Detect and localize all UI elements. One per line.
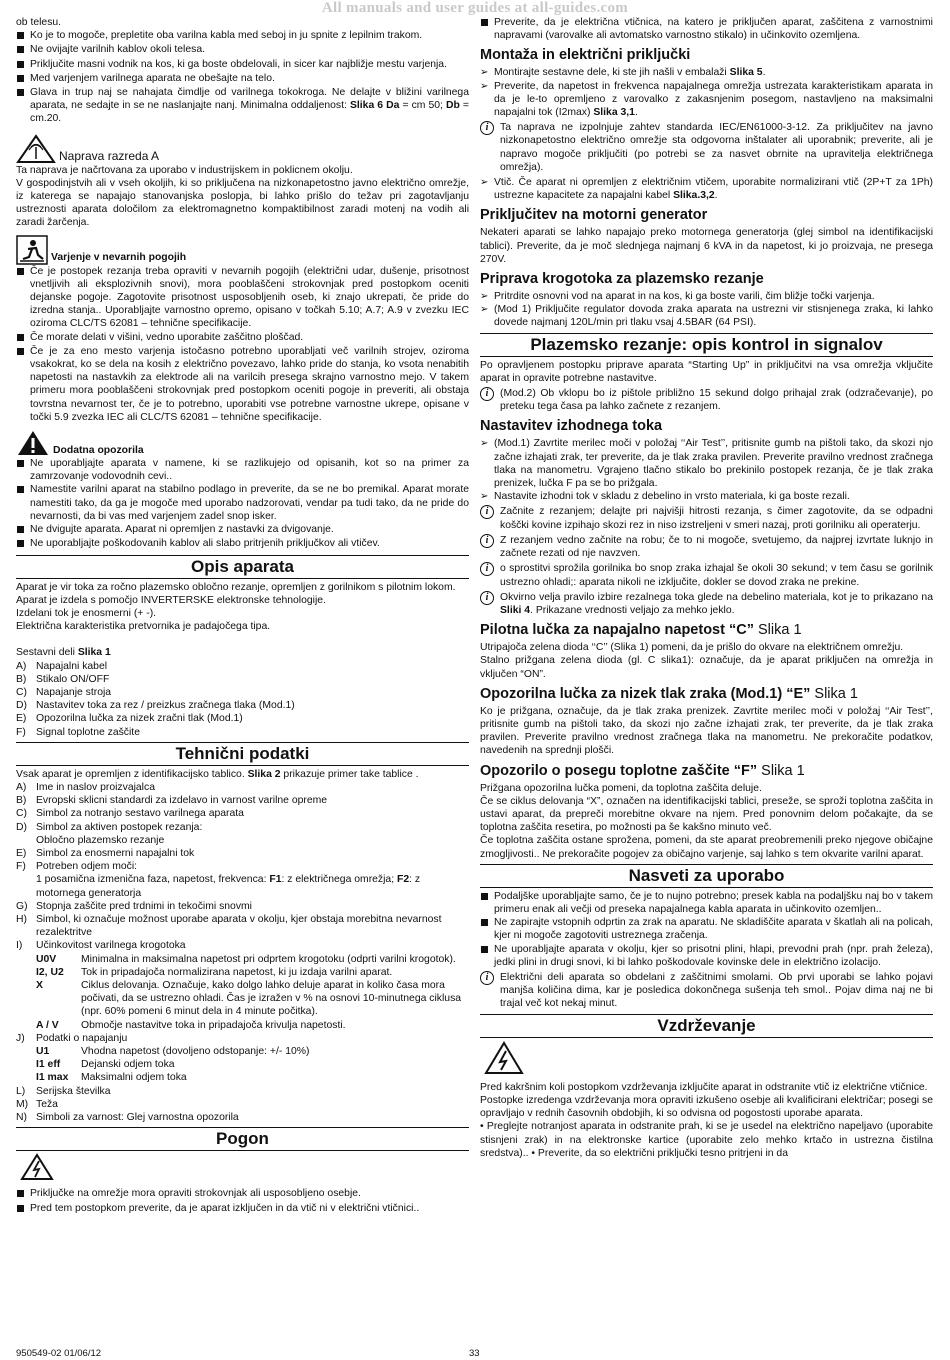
square-bullet-icon [16, 29, 30, 43]
extra-title: Dodatna opozorila [53, 444, 144, 456]
list-item: F) Signal toplotne zaščite [16, 726, 140, 738]
info-note: i (Mod.2) Ob vklopu bo iz pištole približno 15 sekund dolgo prihajal zrak (odzračevanje), po preteku tega časa pa lahko začnete z rezanjem. [480, 387, 933, 413]
list-item: E) Opozorilna lučka za nizek zračni tlak (Mod.1) [16, 713, 243, 725]
pogon-heading: Pogon [16, 1127, 469, 1151]
tech-list [16, 1085, 469, 1125]
plaz-text: Po opravljenem postopku priprave aparata “Starting Up” in priključitvi na vsa omrežja vključite aparat in opravite potrebne nastavitve. [480, 359, 933, 384]
tech-heading: Tehnični podatki [16, 742, 469, 766]
info-note: i Začnite z rezanjem; delajte pri najvišji hitrosti rezanja, s čimer zagotovite, da se odpadni koščki kovine izpihajo skozi rez in niso izstreljeni v smeri nazaj, proti gorilniku ali operaterju. [480, 505, 933, 531]
vzd-text: Pred kakršnim koli postopkom vzdrževanja izključite aparat in odstranite vtič iz električne vtičnice. [480, 1081, 928, 1093]
op-text: Ko je prižgana, označuje, da je tlak zraka prenizek. Zavrtite merilec moči v položaj ‘‘Air Test’’, pritisnite gumb na pištoli tako, da skozi njo začne izhajati zrak, ter preverite, da je tlak zraka pravilen. Preverite pravilno vrednost zračnega tlaka na manometru. Ne prekoračite podatkov, navedenih na sprednji plošči. [480, 705, 933, 757]
list-item: U0V Minimalna in maksimalna napetost pri odprtem krogotoku (odprti varilni krogotok). [36, 953, 456, 965]
list-item: I2, U2 Tok in pripadajoča normalizirana napetost, ki ju izdaja varilni aparat. [36, 966, 393, 978]
emc-antenna-icon [16, 134, 56, 164]
montaza-heading: Montaža in električni priključki [480, 47, 691, 64]
left-column [16, 16, 469, 1216]
list-item: I1 max Maksimalni odjem toka [36, 1072, 187, 1084]
arrow-bullet-icon: ➢ [480, 67, 489, 79]
top-text: Če se ciklus delovanja “X”, označen na identifikacijski tablici, preseže, se sproži toplotna zaščita in ustavi aparat, da prepreči morebitne okvare na njem. Pred ponovnim delom počakajte, da se toplotna zaščita resetira, po možnosti pa še kakšno minuto več. [480, 795, 933, 834]
square-bullet-icon [480, 16, 494, 42]
square-bullet-icon [480, 943, 494, 969]
electric-shock-icon [20, 1153, 54, 1181]
list-item: D) Simbol za aktiven postopek rezanja: [16, 821, 203, 833]
list-item: Ne ovijajte varilnih kablov okoli telesa. [16, 43, 469, 57]
tech-list [16, 900, 469, 953]
vzd-text: Postopke izredenga vzdrževanja mora opraviti izkušeno osebje ali kvalificirani električar; posegi se opravljajo v rednih časovnih obdobjih, ki so odvisna od pogostosti uporabe aparata. [480, 1094, 933, 1120]
square-bullet-icon [16, 265, 30, 331]
list-item: Preverite, da je električna vtičnica, na katero je priključen aparat, zaščitena z varnostnimi napravami (varovalke ali avtomatsko varnostno stikalo) in učinkovito ozemljena. [480, 16, 933, 42]
class-a-text: Ta naprava je načrtovana za uporabo v industrijskem in poklicnem okolju. [16, 164, 353, 176]
list-item: F) Potreben odjem moči: [16, 861, 138, 873]
warning-triangle-icon [16, 429, 50, 457]
arrow-bullet-icon: ➢ [480, 304, 489, 316]
list-item: I1 eff Dejanski odjem toka [36, 1059, 175, 1071]
class-a-text: V gospodinjstvih ali v vseh okoljih, ki so priključena na nizkonapetostno javno električno omrežje, iz katerega se napajajo stanovanjska poslopja, bi lahko prišlo do težav pri zagotavljanju ustreznosti aparata določilom za elektromagnetno kompaktibilnost zaradi motenj na vodih ali zaradi žarčenja. [16, 177, 469, 229]
plaz-heading: Plazemsko rezanje: opis kontrol in signalov [480, 333, 933, 357]
list-item: ➢ Nastavite izhodni tok v skladu z debelino in vrsto materiala, ki ga boste rezali. [480, 491, 850, 503]
document-code: 950549-02 01/06/12 [16, 1348, 102, 1359]
tech-item-f1: 1 posamična izmenična faza, napetost, frekvenca: F1: z električnega omrežja; F2: z motornega generatorja [36, 874, 421, 899]
list-item: I) Učinkovitost varilnega krogotoka [16, 940, 186, 952]
info-icon: i [480, 562, 494, 576]
info-note: i o sprostitvi sprožila gorilnika bo snop zraka izhajal še okoli 30 sekund; v tem času se gorilnik ustrezno ohladi;: aparata nikoli ne izključite, dokler se dovod zraka ne prekine. [480, 562, 933, 588]
info-icon: i [480, 971, 494, 985]
square-bullet-icon [16, 1202, 30, 1216]
list-item: Glava in trup naj se nahajata čimdlje od varilnega tokokroga. Ne delajte v bližini varilnega aparata, ne sedajte in se ne naslanjajte nanj. Minimalna oddaljenost: Slika 6 Da = cm 50; Db = cm.20. [16, 86, 469, 126]
list-item: Ne zapirajte vstopnih odprtin za zrak na aparatu. Ne skladiščite aparata v škatlah ali na policah, kjer ni mogoče zagotoviti ustreznega zračenja. [480, 916, 933, 942]
vzd-icon-wrap [484, 1041, 933, 1079]
list-item: Namestite varilni aparat na stabilno podlago in preverite, da se ne bo premikal. Aparat morate namestiti tako, da ga je mogoče med uporabo nadzorovati, vendar pa tudi tako, da ne pride do nevarnosti, da bi vas med varjenjem zadel snop isker. [16, 483, 469, 523]
square-bullet-icon [16, 86, 30, 126]
list-item: X Ciklus delovanja. Označuje, kako dolgo lahko deluje aparat in koliko časa mora počivati, da se ustrezno ohladi. Čas je izražen v % na osnovi 10-minutnega ciklusa (npr. 60% pomeni 6 minut dela in 4 minute počitka). [36, 979, 462, 1018]
arrow-bullet-icon: ➢ [480, 291, 489, 303]
list-item: ➢ Preverite, da napetost in frekvenca napajalnega omrežja ustrezata karakteristikam aparata in da je le-to opremljeno z varovalko z zakasnjenim posegom, nastavljeno na maksimalni napajalni tok (I2max) Slika 3,1. [480, 80, 933, 119]
list-item: A / V Območje nastavitve toka in pripadajoča krivulja napetosti. [36, 1019, 346, 1031]
arrow-bullet-icon: ➢ [480, 177, 489, 189]
pil-heading: Pilotna lučka za napajalno napetost “C” Slika 1 [480, 622, 802, 639]
nasv-heading: Nasveti za uporabo [480, 864, 933, 888]
op-heading: Opozorilna lučka za nizek tlak zraka (Mod.1) “E” Slika 1 [480, 685, 858, 702]
top-heading: Opozorilo o posegu toplotne zaščite “F” Slika 1 [480, 762, 805, 779]
pogon-icon-wrap [20, 1153, 469, 1185]
list-item: L) Serijska številka [16, 1085, 111, 1097]
square-bullet-icon [16, 72, 30, 86]
pil-text: Stalno prižgana zelena dioda (gl. C slika1): označuje, da je aparat priključen na omrežja in vključen “ON”. [480, 655, 933, 680]
opis-heading: Opis aparata [16, 555, 469, 579]
list-item: C) Simbol za notranjo sestavo varilnega aparata [16, 808, 244, 820]
tech-intro: Vsak aparat je opremljen z identifikacijsko tablico. Slika 2 prikazuje primer take tablice . [16, 768, 419, 780]
electric-shock-icon [484, 1041, 524, 1075]
list-item: Priključke na omrežje mora opraviti strokovnjak ali usposobljeno osebje. [16, 1187, 469, 1201]
list-item: E) Simbol za enosmerni napajalni tok [16, 847, 195, 859]
list-item: Priključite masni vodnik na kos, ki ga boste obdelovali, in sicer kar najbližje mestu varjenja. [16, 58, 469, 72]
square-bullet-icon [480, 916, 494, 942]
list-item: A) Napajalni kabel [16, 660, 108, 672]
square-bullet-icon [16, 43, 30, 57]
square-bullet-icon [16, 331, 30, 345]
list-item: Če je postopek rezanja treba opraviti v nevarnih pogojih (električni udar, dušenje, prisotnost vnetljivih ali eksplozivnih snovi), mora pooblaščeni strokovnjak pred postopkom oceniti dejanske pogoje. Zagotovite prisotnost usposobljenih oseb, ki znajo ukrepati, če pride do izredna stanja.. Uporabljajte varnostno opremo, opisano v točkah 5.10; A.7; A.9 v zvezku IEC oziroma CLC/TS 62081 – tehnične specifikacije. [16, 265, 469, 331]
info-icon: i [480, 121, 494, 135]
arrow-bullet-icon: ➢ [480, 80, 489, 92]
nast-heading: Nastavitev izhodnega toka [480, 418, 663, 435]
list-item: Med varjenjem varilnega aparata ne obešajte na telo. [16, 72, 469, 86]
list-item: Ne uporabljajte aparata v okolju, kjer so prisotni plini, hlapi, prevodni prah (npr. prah železa), jedki plini in drugi snovi, ki bi lahko poškodovale kovinske dele in električno izolacijo. [480, 943, 933, 969]
list-item: B) Evropski sklicni standardi za izdelavo in varnost varilne opreme [16, 795, 328, 807]
tech-sublist [16, 1045, 469, 1085]
right-column [480, 16, 933, 1160]
list-item: J) Podatki o napajanju [16, 1032, 128, 1044]
list-item: Ne dvigujte aparata. Aparat ni opremljen z nastavki za dvigovanje. [16, 523, 469, 537]
square-bullet-icon [16, 58, 30, 72]
list-item: N) Simboli za varnost: Glej varnostna opozorila [16, 1112, 239, 1124]
parts-list [16, 660, 469, 739]
vzd-text: • Preglejte notranjost aparata in odstranite prah, ki se je usedel na električno napeljavo (uporabite stisnjeni zrak) in na elektronske kartice (uporabite zelo mehko krtačo in ustrezna čistilna sredstva).. • Preverite, da so električni priključki tesno pritrjeni in da [480, 1121, 933, 1159]
list-item: Ko je to mogoče, prepletite oba varilna kabla med seboj in ju spnite z lepilnim trakom. [16, 29, 469, 43]
square-bullet-icon [16, 457, 30, 483]
list-item: U1 Vhodna napetost (dovoljeno odstopanje: +/- 10%) [36, 1046, 310, 1057]
list-item: Če morate delati v višini, vedno uporabite zaščitno ploščad. [16, 331, 469, 345]
pil-text: Utripajoča zelena dioda ‘‘C’’ (Slika 1) pomeni, da je prišlo do okvare na električnem omrežju. [480, 642, 904, 654]
gen-text: Nekateri aparati se lahko napajajo preko motornega generatorja (glej simbol na identifikacijski tablici). Preverite, da je moč slednjega najmanj 6 kVA in da napetost, ki jo proizvaja, ne presega 270V. [480, 227, 933, 265]
gen-heading: Priključitev na motorni generator [480, 207, 708, 224]
list-item: H) Simbol, ki označuje možnost uporabe aparata v okolju, kjer obstaja morebitna nevarnost rezalektritve [16, 913, 442, 939]
hazard-title: Varjenje v nevarnih pogojih [51, 252, 187, 264]
opis-text: Izdelani tok je enosmerni (+ -). [16, 607, 157, 619]
list-item: A) Ime in naslov proizvajalca [16, 781, 155, 793]
list-item: Pred tem postopkom preverite, da je aparat izključen in da vtič ni v električni vtičnici.. [16, 1202, 469, 1216]
list-item: C) Napajanje stroja [16, 686, 112, 698]
list-item: ➢ Montirajte sestavne dele, ki ste jih našli v embalaži Slika 5. [480, 67, 766, 79]
arrow-bullet-icon: ➢ [480, 491, 489, 503]
intro-line: ob telesu. [16, 17, 62, 28]
opis-text: Električna karakteristika pretvornika je padajočega tipa. [16, 621, 271, 633]
list-item: D) Nastavitev toka za rez / preizkus zračnega tlaka (Mod.1) [16, 700, 295, 712]
vzd-heading: Vzdrževanje [480, 1014, 933, 1038]
hazard-worker-icon [16, 235, 48, 265]
info-icon: i [480, 534, 494, 548]
list-item: ➢ Pritrdite osnovni vod na aparat in na kos, ki ga boste varili, čim bližje točki varjenja. [480, 291, 875, 303]
square-bullet-icon [16, 523, 30, 537]
arrow-bullet-icon: ➢ [480, 438, 489, 450]
info-icon: i [480, 387, 494, 401]
square-bullet-icon [16, 1187, 30, 1201]
info-icon: i [480, 505, 494, 519]
page-number: 33 [469, 1348, 480, 1359]
class-a-title: Naprava razreda A [59, 149, 160, 164]
info-note: i Ta naprava ne izpolnjuje zahtev standarda IEC/EN61000-3-12. Za priključitev na javno nizkonapetostno električno omrežje sta odgovorna inštalater ali uporabnik; preverite, ali je napravo mogoče priključiti (po potrebi se za nasvet obrnite na upravitelja električnega omrežja). [480, 121, 933, 174]
list-item: Ne uporabljajte poškodovanih kablov ali slabo pritrjenih priključkov ali vtičev. [16, 537, 469, 551]
top-text: Če toplotna zaščita ostane sprožena, pomeni, da ste aparat preobremenili preko njegove običajne zmogljivosti.. Ne prekoračite pogojev za običajno varjenje, saj lahko s tem okvarite varilni aparat. [480, 835, 933, 860]
info-note: i Električni deli aparata so obdelani z zaščitnimi smolami. Ob prvi uporabi se lahko pojavi manjša količina dima, kar je posledica dokončnega sušenja teh smol.. Pojav dima naj ne bi trajal več kot nekaj minut. [480, 971, 933, 1011]
square-bullet-icon [480, 890, 494, 916]
info-note: i Okvirno velja pravilo izbire rezalnega toka glede na debelino materiala, kot je to prikazano na Sliki 4. Prikazane vrednosti veljajo za mehko jeklo. [480, 591, 933, 617]
info-icon: i [480, 591, 494, 605]
watermark: All manuals and user guides at all-guides.com [321, 0, 629, 16]
list-item: Če je za eno mesto varjenja istočasno potrebno uporabljati več varilnih strojev, oziroma vsakokrat, ko se dela na kosih z električno povezavo, lahko pride do stanja, ko vsota nenabitih napetosti na nastavkih za elektrode ali na varilcih presega skrajno varnostno mejo. V takem primeru mora pooblaščeni strokovnjak pred postopkom oceniti pogoje in preveriti, ali obstaja tovrstna nevarnost ter, če je to potrebno, uporabiti vse potrebne varnostne ukrepe, opisane v točki 5.9 zvezka IEC ali CLC/TS 62081 – tehnične specifikacije. [16, 345, 469, 424]
tech-list [16, 847, 469, 873]
square-bullet-icon [16, 345, 30, 424]
tech-item-d2: Obločno plazemsko rezanje [36, 834, 165, 846]
extra-heading [16, 429, 469, 457]
hazard-heading [16, 235, 469, 265]
parts-intro: Sestavni deli Slika 1 [16, 647, 111, 659]
top-text: Prižgana opozorilna lučka pomeni, da toplotna zaščita deluje. [480, 782, 762, 794]
class-a-heading [16, 134, 469, 164]
tech-list [16, 781, 469, 834]
prip-heading: Priprava krogotoka za plazemsko rezanje [480, 271, 764, 288]
list-item: Podaljške uporabljajte samo, če je to nujno potrebno; presek kabla na podaljšku naj bo v takem primeru enak ali večji od preseka napajalnega kabla aparata in učinkovito ozemljen.. [480, 890, 933, 916]
list-item: G) Stopnja zaščite pred trdnimi in tekočimi snovmi [16, 900, 252, 912]
list-item: ➢ (Mod.1) Zavrtite merilec moči v položaj ‘‘Air Test’’, pritisnite gumb na pištoli tako, da skozi njo začne izhajati zrak, ter preverite, da je tlak zraka pravilen. Preverite pravilno vrednost zračnega tlaka na manometru. Vgrajeno tlačno stikalo bo prekinilo postopek rezanja, če je tlak zraka prenizek, lučka F pa se bo prižgala. [480, 438, 933, 490]
list-item: Ne uporabljajte aparata v namene, ki se razlikujejo od opisanih, kot so na primer za zamrzovanje vodovodnih cevi.. [16, 457, 469, 483]
list-item: M) Teža [16, 1098, 58, 1110]
list-item: ➢ Vtič. Če aparat ni opremljen z električnim vtičem, uporabite normalizirani vtič (2P+T za 1Ph) ustrezne kapacitete za napajalni kabel Slika.3,2. [480, 177, 933, 202]
tech-sublist [16, 953, 469, 1032]
info-note: i Z rezanjem vedno začnite na robu; če to ni mogoče, svetujemo, da najprej izvrtate luknjo in začnete rezati od nje navzven. [480, 534, 933, 560]
list-item: B) Stikalo ON/OFF [16, 673, 110, 685]
opis-text: Aparat je izdela s pomočjo INVERTERSKE elektronske tehnologije. [16, 594, 326, 606]
opis-text: Aparat je vir toka za ročno plazemsko obločno rezanje, opremljen z gorilnikom s pilotnim lokom. [16, 581, 456, 593]
square-bullet-icon [16, 537, 30, 551]
list-item: ➢ (Mod 1) Priključite regulator dovoda zraka aparata na ustrezni vir stisnjenega zraka, ki lahko dovede najmanj 120L/min pri tlaku vsaj 4.5BAR (64 PSI). [480, 304, 933, 329]
square-bullet-icon [16, 483, 30, 523]
